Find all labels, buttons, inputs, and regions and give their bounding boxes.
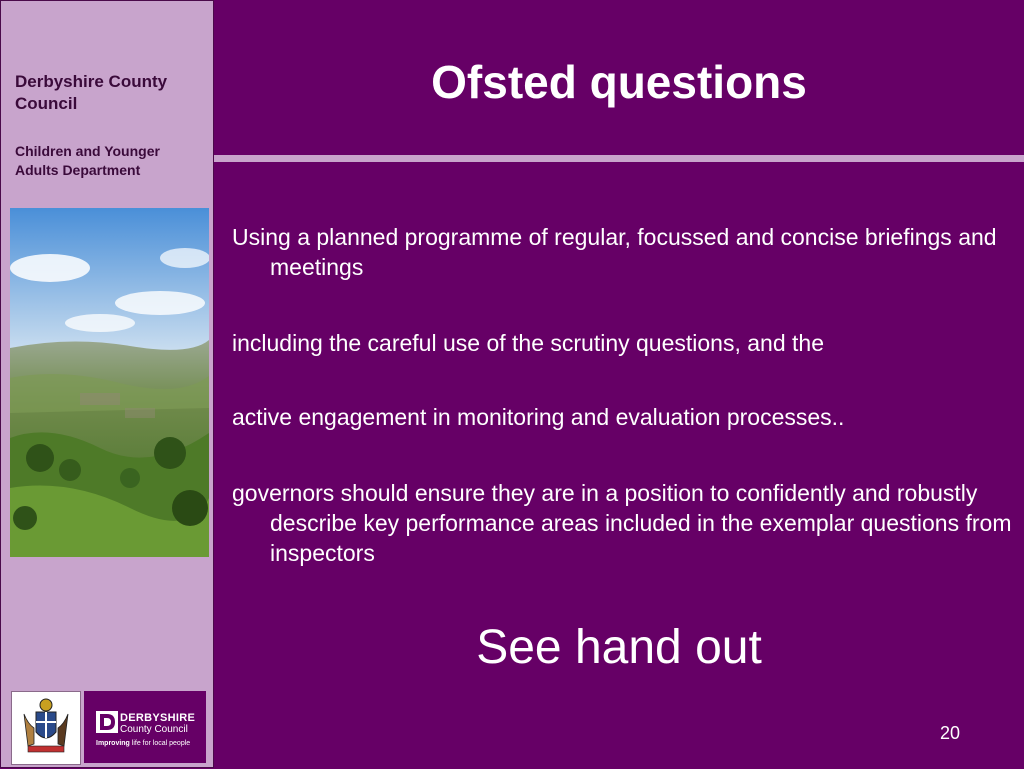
brand-tagline-rest: life for local people [129, 740, 191, 747]
org-name: Derbyshire County Council [15, 72, 168, 113]
brand-tagline-bold: Improving [96, 740, 130, 747]
coat-of-arms-logo [11, 691, 81, 765]
paragraph-3: active engagement in monitoring and evaluation processes.. [232, 404, 845, 430]
department-name: Children and Younger Adults Department [15, 143, 160, 178]
slide-title: Ofsted questions [431, 56, 807, 108]
sidebar [0, 0, 214, 768]
paragraph-2: including the careful use of the scrutiny questions, and the [232, 330, 824, 356]
derbyshire-brand-logo [84, 691, 206, 763]
brand-subtitle: County Council [120, 724, 188, 735]
slide-body [232, 222, 1012, 568]
brand-name: DERBYSHIRE [120, 712, 196, 724]
derbyshire-d-icon [96, 711, 118, 733]
paragraph-4: governors should ensure they are in a position to confidently and robustly describe key performance areas included in the exemplar questions from inspectors [232, 480, 1012, 566]
paragraph-1: Using a planned programme of regular, focussed and concise briefings and meetings [232, 224, 997, 280]
handout-note: See hand out [476, 621, 762, 674]
brand-tagline [96, 739, 190, 748]
landscape-photo [10, 208, 209, 557]
page-number: 20 [939, 723, 961, 743]
title-divider [214, 155, 1024, 162]
